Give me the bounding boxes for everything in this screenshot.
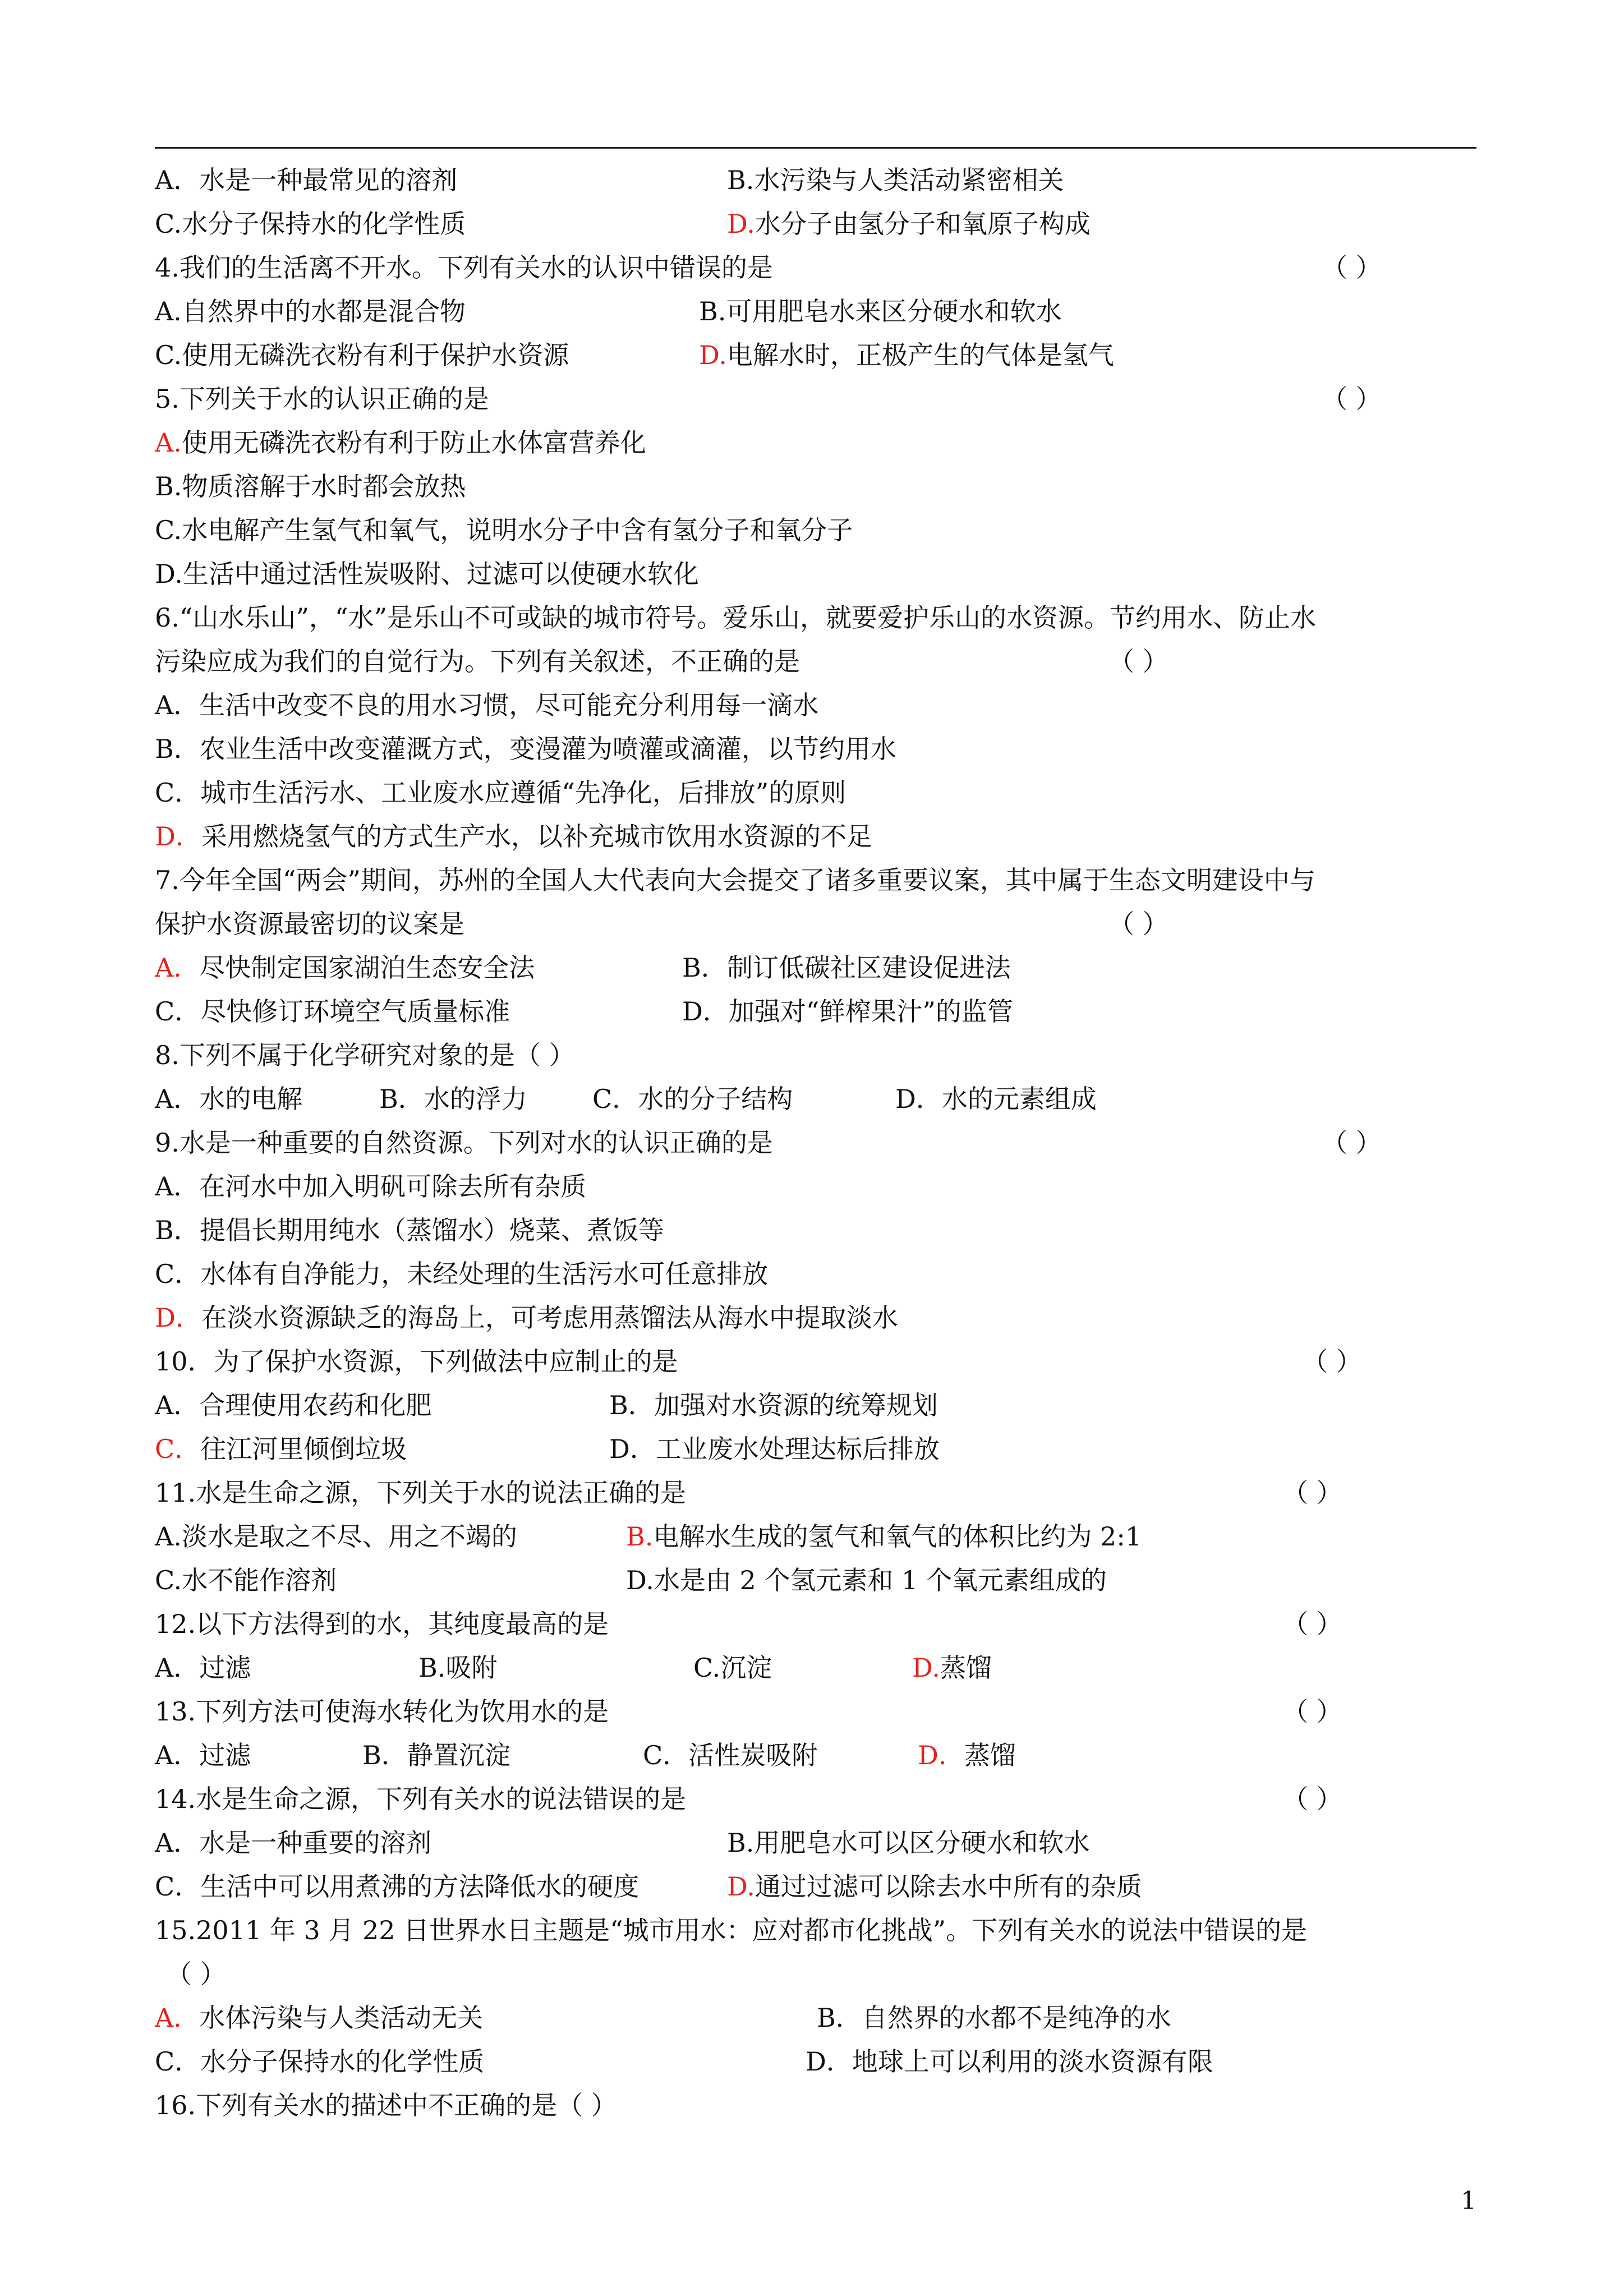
stem-text: 保护水资源最密切的议案是 (155, 909, 464, 939)
answer-option (609, 1383, 938, 1427)
options-row (155, 1208, 1490, 1252)
stem-text: 15.2011 年 3 月 22 日世界水日主题是“城市用水：应对都市化挑战”。下列有关水的说法中错误的是 (155, 1915, 1308, 1945)
stem-text: 6.“山水乐山”，“水”是乐山不可或缺的城市符号。爱乐山，就要爱护乐山的水资源。节约用水、防止水 (155, 602, 1316, 633)
option-text: 活性炭吸附 (688, 1740, 818, 1770)
options-row (155, 333, 1490, 377)
answer-option (155, 1165, 586, 1208)
options-row (155, 421, 1490, 464)
option-text: 水的浮力 (424, 1084, 527, 1114)
options-row (155, 508, 1490, 552)
options-row (155, 990, 1490, 1033)
options-row (155, 2040, 1490, 2083)
answer-option (362, 1733, 510, 1777)
option-text: 自然界的水都不是纯净的水 (861, 2003, 1171, 2033)
answer-option (155, 464, 466, 508)
option-letter: C． (592, 1084, 638, 1114)
answer-option (693, 1646, 772, 1690)
option-letter: A. (155, 1521, 182, 1552)
answer-blank: （ ） (1302, 1346, 1362, 1377)
options-row (155, 815, 1490, 858)
answer-blank: （ ） (1322, 384, 1382, 414)
options-row (155, 464, 1490, 508)
option-letter: A． (155, 2003, 200, 2033)
answer-blank: （ ） (1108, 909, 1168, 939)
option-text: 制订低碳社区建设促进法 (726, 953, 1011, 983)
question-text (155, 596, 1490, 639)
question-stem (155, 1121, 1490, 1165)
answer-option (155, 1821, 431, 1865)
option-text: 用肥皂水可以区分硬水和软水 (754, 1828, 1090, 1858)
answer-option (155, 815, 872, 858)
option-letter: D. (626, 1565, 654, 1595)
option-letter: D． (918, 1740, 964, 1770)
answer-option (682, 946, 1011, 990)
option-text: 水的电解 (199, 1084, 303, 1114)
option-text: 使用无磷洗衣粉有利于防止水体富营养化 (181, 427, 646, 458)
option-letter: D． (609, 1434, 656, 1464)
options-row (155, 158, 1490, 202)
answer-option (155, 771, 846, 815)
stem-text: 11.水是生命之源，下列关于水的说法正确的是 (155, 1478, 687, 1508)
option-text: 水分子保持水的化学性质 (182, 209, 466, 239)
answer-option (155, 1733, 251, 1777)
option-text: 水的元素组成 (941, 1084, 1097, 1114)
option-text: 过滤 (199, 1740, 251, 1770)
option-text: 电解水生成的氢气和氧气的体积比约为 2:1 (653, 1521, 1142, 1552)
answer-option (155, 1558, 337, 1602)
option-text: 水不能作溶剂 (182, 1565, 337, 1595)
question-stem (155, 1777, 1490, 1821)
answer-option (155, 990, 510, 1033)
options-row (155, 1865, 1490, 1908)
options-row (155, 1296, 1490, 1340)
answer-option (155, 158, 457, 202)
option-letter: C. (155, 209, 182, 239)
options-row (155, 1077, 1490, 1121)
answer-blank: （ ） (1282, 1478, 1342, 1508)
option-text: 使用无磷洗衣粉有利于保护水资源 (182, 340, 569, 370)
question-stem (155, 246, 1490, 289)
options-row (155, 683, 1490, 727)
answer-option (912, 1646, 992, 1690)
header-rule (155, 147, 1476, 149)
answer-option (379, 1077, 527, 1121)
answer-option (727, 202, 1091, 246)
option-text: 水污染与人类活动紧密相关 (754, 165, 1064, 195)
option-text: 在淡水资源缺乏的海岛上，可考虑用蒸馏法从海水中提取淡水 (201, 1303, 898, 1333)
option-letter: D． (682, 996, 729, 1027)
answer-option (592, 1077, 793, 1121)
options-row (155, 1252, 1490, 1296)
options-row (155, 1383, 1490, 1427)
option-letter: B． (155, 734, 200, 764)
option-text: 淡水是取之不尽、用之不竭的 (181, 1521, 517, 1552)
answer-option (727, 158, 1064, 202)
question-stem (155, 1471, 1490, 1515)
option-text: 提倡长期用纯水（蒸馏水）烧菜、煮饭等 (199, 1215, 664, 1245)
answer-option (806, 2040, 1213, 2083)
option-letter: B. (626, 1521, 654, 1552)
answer-option (155, 333, 569, 377)
answer-blank: （ ） (1322, 1128, 1382, 1158)
option-text: 地球上可以利用的淡水资源有限 (852, 2046, 1213, 2077)
question-stem (155, 1340, 1490, 1383)
answer-blank: （ ） (1282, 1696, 1342, 1727)
question-text (155, 1908, 1490, 1952)
option-letter: D． (806, 2046, 852, 2077)
option-text: 水是由 2 个氢元素和 1 个氧元素组成的 (654, 1565, 1107, 1595)
option-letter: B． (817, 2003, 862, 2033)
option-text: 尽快修订环境空气质量标准 (200, 996, 510, 1027)
answer-option (155, 289, 466, 333)
answer-option (155, 1296, 898, 1340)
answer-option (155, 552, 699, 596)
option-text: 城市生活污水、工业废水应遵循“先净化，后排放”的原则 (200, 777, 846, 808)
option-letter: C． (155, 2046, 201, 2077)
stem-text: 16.下列有关水的描述中不正确的是（ ） (155, 2090, 617, 2120)
option-text: 自然界中的水都是混合物 (181, 296, 466, 326)
option-text: 吸附 (445, 1653, 498, 1683)
options-row (155, 1821, 1490, 1865)
stem-text: （ ） (166, 1959, 226, 1989)
stem-text: 污染应成为我们的自觉行为。下列有关叙述，不正确的是 (155, 646, 800, 677)
answer-option (626, 1558, 1107, 1602)
answer-option (895, 1077, 1097, 1121)
answer-option (155, 1515, 517, 1558)
option-text: 生活中改变不良的用水习惯，尽可能充分利用每一滴水 (199, 690, 819, 720)
option-letter: B． (609, 1390, 654, 1420)
options-row (155, 946, 1490, 990)
answer-option (155, 1427, 407, 1471)
answer-option (155, 1996, 483, 2040)
option-text: 合理使用农药和化肥 (199, 1390, 432, 1420)
option-letter: C． (155, 996, 201, 1027)
option-text: 水分子保持水的化学性质 (200, 2046, 485, 2077)
option-text: 通过过滤可以除去水中所有的杂质 (755, 1871, 1142, 1902)
option-text: 尽快制定国家湖泊生态安全法 (199, 953, 535, 983)
question-stem (155, 1602, 1490, 1646)
answer-option (155, 1383, 431, 1427)
option-letter: B. (727, 1828, 755, 1858)
option-text: 采用燃烧氢气的方式生产水，以补充城市饮用水资源的不足 (201, 821, 872, 852)
option-text: 在河水中加入明矾可除去所有杂质 (199, 1171, 587, 1202)
option-text: 水分子由氢分子和氧原子构成 (755, 209, 1091, 239)
answer-option (626, 1515, 1142, 1558)
option-text: 可用肥皂水来区分硬水和软水 (726, 296, 1062, 326)
option-letter: B． (155, 1215, 200, 1245)
option-letter: A． (155, 953, 200, 983)
option-letter: C. (155, 1565, 182, 1595)
answer-blank: （ ） (1282, 1784, 1342, 1814)
question-stem (155, 1690, 1490, 1733)
option-letter: D. (727, 1871, 755, 1902)
answer-option (155, 508, 853, 552)
stem-text: 14.水是生命之源，下列有关水的说法错误的是 (155, 1784, 687, 1814)
option-letter: C． (155, 1871, 201, 1902)
options-row (155, 727, 1490, 771)
option-text: 水体有自净能力，未经处理的生活污水可任意排放 (200, 1259, 769, 1289)
option-letter: A． (155, 690, 200, 720)
option-text: 生活中通过活性炭吸附、过滤可以使硬水软化 (182, 559, 699, 589)
option-text: 生活中可以用煮沸的方法降低水的硬度 (200, 1871, 640, 1902)
question-stem (155, 902, 1490, 946)
options-row (155, 289, 1490, 333)
option-letter: B. (699, 296, 726, 326)
stem-text: 8.下列不属于化学研究对象的是（ ） (155, 1040, 575, 1070)
options-row (155, 1515, 1490, 1558)
option-letter: A． (155, 1390, 200, 1420)
answer-option (155, 1646, 251, 1690)
option-letter: D. (699, 340, 727, 370)
option-text: 水电解产生氢气和氧气，说明水分子中含有氢分子和氧分子 (182, 515, 853, 545)
answer-blank: （ ） (1108, 646, 1168, 677)
option-text: 物质溶解于水时都会放热 (182, 471, 466, 501)
question-text (155, 2083, 1490, 2127)
option-letter: B． (682, 953, 727, 983)
answer-option (155, 421, 646, 464)
question-text (155, 858, 1490, 902)
option-letter: A. (155, 427, 182, 458)
stem-text: 13.下列方法可使海水转化为饮用水的是 (155, 1696, 609, 1727)
option-letter: C． (643, 1740, 689, 1770)
stem-text: 9.水是一种重要的自然资源。下列对水的认识正确的是 (155, 1128, 773, 1158)
answer-option (817, 1996, 1171, 2040)
option-letter: A． (155, 1084, 200, 1114)
answer-blank: （ ） (1322, 252, 1382, 283)
answer-option (682, 990, 1013, 1033)
option-letter: C． (155, 1259, 201, 1289)
option-letter: C. (693, 1653, 721, 1683)
option-letter: C． (155, 777, 201, 808)
option-letter: C. (155, 340, 182, 370)
answer-option (418, 1646, 497, 1690)
answer-option (155, 946, 535, 990)
option-letter: D. (727, 209, 755, 239)
option-text: 电解水时，正极产生的气体是氢气 (726, 340, 1114, 370)
question-text (155, 1952, 1490, 1996)
answer-option (918, 1733, 1016, 1777)
option-text: 往江河里倾倒垃圾 (200, 1434, 407, 1464)
answer-option (155, 1865, 639, 1908)
stem-text: 10．为了保护水资源，下列做法中应制止的是 (155, 1346, 678, 1377)
stem-text: 5.下列关于水的认识正确的是 (155, 384, 489, 414)
answer-option (643, 1733, 817, 1777)
answer-option (155, 1077, 302, 1121)
answer-option (155, 202, 466, 246)
option-text: 蒸馏 (940, 1653, 992, 1683)
option-letter: C． (155, 1434, 201, 1464)
answer-option (727, 1865, 1142, 1908)
option-text: 水的分子结构 (638, 1084, 793, 1114)
option-letter: A． (155, 165, 200, 195)
answer-option (609, 1427, 940, 1471)
answer-option (699, 289, 1061, 333)
answer-option (155, 2040, 484, 2083)
options-row (155, 1427, 1490, 1471)
options-row (155, 552, 1490, 596)
option-text: 农业生活中改变灌溉方式，变漫灌为喷灌或滴灌，以节约用水 (199, 734, 896, 764)
answer-option (727, 1821, 1089, 1865)
option-letter: B. (418, 1653, 446, 1683)
options-row (155, 1996, 1490, 2040)
option-letter: A． (155, 1653, 200, 1683)
option-letter: D. (912, 1653, 940, 1683)
option-text: 加强对“鲜榨果汁”的监管 (728, 996, 1013, 1027)
answer-option (699, 333, 1114, 377)
option-letter: A． (155, 1171, 200, 1202)
question-stem (155, 377, 1490, 421)
option-text: 过滤 (199, 1653, 251, 1683)
stem-text: 12.以下方法得到的水，其纯度最高的是 (155, 1609, 609, 1639)
option-text: 加强对水资源的统筹规划 (654, 1390, 938, 1420)
option-text: 水是一种最常见的溶剂 (199, 165, 458, 195)
option-letter: A． (155, 1828, 200, 1858)
document-body (155, 158, 1490, 2127)
stem-text: 7.今年全国“两会”期间，苏州的全国人大代表向大会提交了诸多重要议案，其中属于生态文明建设中与 (155, 865, 1315, 895)
option-letter: D． (155, 821, 201, 852)
stem-text: 4.我们的生活离不开水。下列有关水的认识中错误的是 (155, 252, 773, 283)
answer-option (155, 1252, 768, 1296)
page-number: 1 (1461, 2187, 1476, 2215)
options-row (155, 1165, 1490, 1208)
answer-option (155, 1208, 664, 1252)
answer-blank: （ ） (1282, 1609, 1342, 1639)
option-text: 沉淀 (720, 1653, 772, 1683)
option-text: 蒸馏 (964, 1740, 1016, 1770)
option-letter: B． (379, 1084, 424, 1114)
options-row (155, 771, 1490, 815)
options-row (155, 1646, 1490, 1690)
options-row (155, 202, 1490, 246)
question-stem (155, 639, 1490, 683)
option-letter: C. (155, 515, 182, 545)
option-letter: A. (155, 296, 182, 326)
options-row (155, 1733, 1490, 1777)
option-text: 工业废水处理达标后排放 (655, 1434, 940, 1464)
question-text (155, 1033, 1490, 1077)
option-letter: D. (155, 559, 183, 589)
option-text: 水是一种重要的溶剂 (199, 1828, 432, 1858)
option-text: 水体污染与人类活动无关 (199, 2003, 484, 2033)
option-letter: D． (895, 1084, 942, 1114)
option-text: 静置沉淀 (407, 1740, 510, 1770)
answer-option (155, 683, 818, 727)
options-row (155, 1558, 1490, 1602)
option-letter: A． (155, 1740, 200, 1770)
option-letter: B． (362, 1740, 407, 1770)
answer-option (155, 727, 896, 771)
option-letter: D． (155, 1303, 201, 1333)
option-letter: B. (727, 165, 755, 195)
option-letter: B. (155, 471, 182, 501)
